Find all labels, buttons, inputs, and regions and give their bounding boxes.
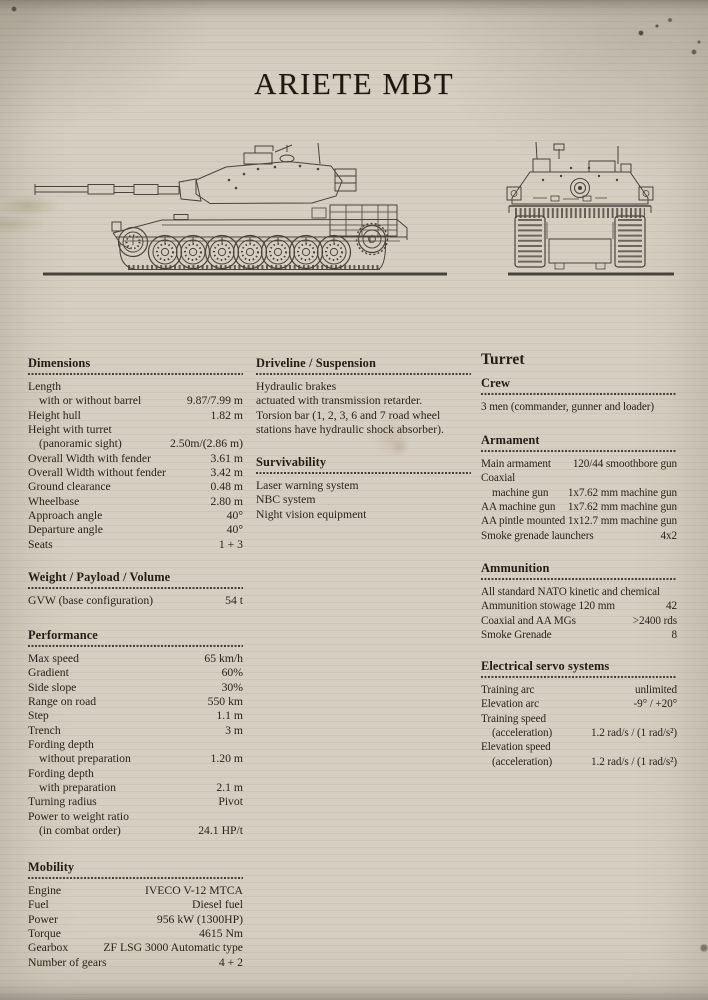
spec-label: Seats bbox=[28, 537, 53, 551]
spec-label: Engine bbox=[28, 884, 62, 897]
section-title: Armament bbox=[481, 433, 540, 447]
spec-label: Elevation speed bbox=[481, 741, 551, 754]
spec-label: Smoke grenade launchers bbox=[481, 529, 594, 542]
spec-value: 2.50m/(2.86 m) bbox=[169, 437, 243, 451]
spec-label: Height with turret bbox=[28, 423, 112, 437]
spec-row bbox=[256, 380, 471, 394]
section-title: Dimensions bbox=[28, 356, 91, 370]
spec-row bbox=[28, 810, 243, 824]
spec-row bbox=[28, 781, 243, 795]
spec-label: Coaxial and AA MGs bbox=[481, 614, 576, 627]
spec-row bbox=[481, 628, 677, 642]
spec-label: Smoke Grenade bbox=[481, 629, 552, 642]
spec-label: actuated with transmission retarder. bbox=[256, 394, 423, 408]
spec-label: Max speed bbox=[28, 652, 79, 665]
spec-row bbox=[28, 913, 243, 927]
spec-row bbox=[28, 523, 243, 537]
spec-row bbox=[28, 409, 243, 423]
spec-row bbox=[256, 508, 471, 522]
spec-value: 54 t bbox=[225, 594, 243, 607]
spec-label: Laser warning system bbox=[256, 479, 359, 492]
spec-value: 3.61 m bbox=[210, 451, 243, 465]
spec-value: 3.42 m bbox=[210, 466, 243, 480]
spec-label: Wheelbase bbox=[28, 494, 80, 508]
spec-row bbox=[28, 594, 243, 608]
spec-value: 2.1 m bbox=[216, 781, 243, 795]
spec-value: 40° bbox=[226, 509, 243, 523]
section-survivability bbox=[256, 455, 471, 522]
spec-row bbox=[481, 740, 677, 754]
spec-row bbox=[28, 394, 243, 408]
spec-column-1 bbox=[256, 0, 471, 1000]
spec-row bbox=[256, 479, 471, 493]
section-ammunition bbox=[481, 561, 677, 642]
spec-value: 120/44 smoothbore gun bbox=[572, 458, 677, 470]
section-title: Weight / Payload / Volume bbox=[28, 570, 171, 584]
spec-row bbox=[481, 585, 677, 599]
dotted-rule bbox=[28, 645, 243, 647]
section-performance bbox=[28, 628, 243, 838]
spec-label: (in combat order) bbox=[39, 824, 121, 838]
spec-label: Length bbox=[28, 380, 62, 393]
spec-row bbox=[481, 697, 677, 711]
spec-label: Main armament bbox=[481, 458, 551, 470]
spec-label: Night vision equipment bbox=[256, 507, 367, 521]
spec-value: 24.1 HP/t bbox=[198, 824, 243, 838]
dotted-rule bbox=[481, 450, 677, 452]
spec-value: Diesel fuel bbox=[192, 898, 243, 912]
spec-value: 1x7.62 mm machine gun bbox=[567, 501, 677, 514]
spec-value: 2.80 m bbox=[210, 494, 243, 508]
spec-label: Approach angle bbox=[28, 509, 103, 523]
spec-row bbox=[28, 423, 243, 437]
spec-rows bbox=[28, 652, 243, 838]
spec-value: >2400 rds bbox=[632, 614, 677, 627]
spec-row bbox=[481, 457, 677, 471]
spec-label: Fording depth bbox=[28, 738, 94, 752]
section-title: Turret bbox=[481, 351, 525, 368]
spec-row bbox=[481, 755, 677, 769]
spec-label: All standard NATO kinetic and chemical bbox=[481, 586, 660, 598]
section-mobility bbox=[28, 860, 243, 970]
spec-row bbox=[28, 509, 243, 523]
spec-value: 956 kW (1300HP) bbox=[156, 912, 243, 926]
spec-label: Power bbox=[28, 912, 58, 926]
section-title: Electrical servo systems bbox=[481, 659, 610, 673]
dotted-rule bbox=[28, 587, 243, 589]
spec-value: 9.87/7.99 m bbox=[186, 394, 243, 408]
spec-label: Trench bbox=[28, 723, 61, 737]
spec-label: Training arc bbox=[481, 684, 535, 696]
spec-row bbox=[28, 480, 243, 494]
spec-column-0 bbox=[28, 0, 243, 1000]
spec-value: 40° bbox=[226, 523, 243, 537]
spec-value: 550 km bbox=[207, 695, 243, 709]
section-weight-payload-volume bbox=[28, 570, 243, 608]
spec-row bbox=[28, 538, 243, 552]
spec-value: 60% bbox=[221, 666, 243, 680]
spec-rows bbox=[481, 400, 677, 414]
spec-label: Ammunition stowage 120 mm bbox=[481, 600, 615, 613]
dotted-rule bbox=[481, 578, 677, 580]
spec-label: Side slope bbox=[28, 680, 77, 694]
spec-label: (panoramic sight) bbox=[39, 437, 122, 451]
spec-rows bbox=[481, 683, 677, 769]
spec-label: Overall Width without fender bbox=[28, 466, 166, 480]
spec-label: NBC system bbox=[256, 493, 316, 507]
section-electrical-servo-systems bbox=[481, 659, 677, 769]
spec-row bbox=[28, 724, 243, 738]
page-title: ARIETE MBT bbox=[253, 66, 455, 101]
spec-value: 8 bbox=[671, 629, 677, 642]
spec-value: 1 + 3 bbox=[218, 537, 243, 551]
spec-label: Torsion bar (1, 2, 3, 6 and 7 road wheel bbox=[256, 408, 441, 422]
spec-rows bbox=[28, 884, 243, 970]
spec-row bbox=[28, 452, 243, 466]
spec-value: 1.20 m bbox=[210, 752, 243, 766]
spec-label: Range on road bbox=[28, 695, 97, 709]
spec-value: 4 + 2 bbox=[218, 955, 243, 969]
spec-row bbox=[28, 666, 243, 680]
spec-row bbox=[481, 599, 677, 613]
spec-row bbox=[481, 400, 677, 414]
spec-row bbox=[28, 956, 243, 970]
spec-row bbox=[28, 941, 243, 955]
spec-row bbox=[481, 683, 677, 697]
spec-row bbox=[28, 652, 243, 666]
spec-row bbox=[256, 423, 471, 437]
spec-row bbox=[28, 380, 243, 394]
spec-label: Height hull bbox=[28, 408, 81, 422]
section-title: Performance bbox=[28, 628, 98, 642]
spec-label: GVW (base configuration) bbox=[28, 594, 154, 607]
spec-row bbox=[28, 709, 243, 723]
spec-row bbox=[28, 752, 243, 766]
spec-row bbox=[481, 614, 677, 628]
spec-label: 3 men (commander, gunner and loader) bbox=[481, 401, 655, 413]
spec-label: Overall Width with fender bbox=[28, 451, 151, 465]
spec-row bbox=[28, 738, 243, 752]
spec-row bbox=[256, 493, 471, 507]
spec-value: 1x12.7 mm machine gun bbox=[567, 515, 677, 528]
section-dimensions bbox=[28, 356, 243, 552]
spec-label: stations have hydraulic shock absorber). bbox=[256, 423, 444, 437]
spec-row bbox=[28, 695, 243, 709]
spec-label: machine gun bbox=[492, 486, 549, 499]
spec-row bbox=[28, 681, 243, 695]
spec-rows bbox=[481, 585, 677, 642]
spec-value: -9° / +20° bbox=[633, 698, 677, 711]
spec-row bbox=[481, 726, 677, 740]
spec-rows bbox=[256, 380, 471, 437]
spec-row bbox=[28, 927, 243, 941]
spec-row bbox=[28, 437, 243, 451]
dotted-rule bbox=[481, 676, 677, 678]
spec-column-2 bbox=[481, 0, 677, 1000]
dotted-rule bbox=[256, 373, 471, 375]
spec-label: Gearbox bbox=[28, 941, 69, 955]
section-title: Crew bbox=[481, 376, 511, 390]
spec-row bbox=[481, 514, 677, 528]
spec-row bbox=[481, 500, 677, 514]
section-title: Survivability bbox=[256, 455, 327, 469]
spec-row bbox=[256, 409, 471, 423]
spec-rows bbox=[28, 594, 243, 608]
dotted-rule bbox=[481, 393, 677, 395]
spec-value: 4615 Nm bbox=[199, 927, 243, 941]
spec-label: Step bbox=[28, 709, 49, 723]
spec-value: 0.48 m bbox=[210, 480, 243, 494]
spec-label: (acceleration) bbox=[492, 755, 553, 768]
spec-value: 1.2 rad/s / (1 rad/s²) bbox=[591, 755, 677, 768]
spec-row bbox=[481, 712, 677, 726]
spec-label: Torque bbox=[28, 927, 61, 941]
spec-label: Fuel bbox=[28, 898, 49, 912]
section-title: Ammunition bbox=[481, 561, 550, 575]
spec-row bbox=[28, 767, 243, 781]
spec-label: with or without barrel bbox=[39, 394, 142, 408]
spec-row bbox=[28, 884, 243, 898]
spec-label: Departure angle bbox=[28, 523, 103, 537]
spec-label: Training speed bbox=[481, 712, 546, 725]
section-driveline-suspension bbox=[256, 356, 471, 437]
section-turret bbox=[481, 351, 677, 368]
spec-row bbox=[28, 795, 243, 809]
spec-label: Number of gears bbox=[28, 955, 107, 969]
spec-label: AA pintle mounted bbox=[481, 515, 566, 528]
dotted-rule bbox=[28, 877, 243, 879]
spec-value: 1.2 rad/s / (1 rad/s²) bbox=[591, 727, 677, 740]
spec-value: Pivot bbox=[218, 795, 243, 809]
spec-label: Power to weight ratio bbox=[28, 809, 129, 823]
spec-row bbox=[481, 486, 677, 500]
spec-value: IVECO V-12 MTCA bbox=[144, 884, 243, 897]
spec-rows bbox=[481, 457, 677, 543]
spec-value: 30% bbox=[221, 680, 243, 694]
section-title: Driveline / Suspension bbox=[256, 356, 376, 370]
spec-value: 1.82 m bbox=[210, 408, 243, 422]
spec-label: without preparation bbox=[39, 752, 131, 766]
spec-label: Hydraulic brakes bbox=[256, 380, 337, 393]
section-crew bbox=[481, 376, 677, 414]
spec-label: Gradient bbox=[28, 666, 69, 680]
dotted-rule bbox=[28, 373, 243, 375]
spec-label: Turning radius bbox=[28, 795, 97, 809]
spec-label: (acceleration) bbox=[492, 727, 553, 740]
spec-row bbox=[481, 471, 677, 485]
dotted-rule bbox=[256, 472, 471, 474]
section-title: Mobility bbox=[28, 860, 75, 874]
spec-value: unlimited bbox=[635, 684, 677, 696]
spec-label: AA machine gun bbox=[481, 501, 556, 514]
spec-value: ZF LSG 3000 Automatic type bbox=[103, 941, 243, 955]
spec-value: 1.1 m bbox=[216, 709, 243, 723]
spec-row bbox=[28, 495, 243, 509]
spec-row bbox=[28, 898, 243, 912]
spec-value: 4x2 bbox=[660, 529, 677, 542]
spec-value: 3 m bbox=[225, 723, 243, 737]
section-armament bbox=[481, 433, 677, 543]
spec-value: 42 bbox=[666, 600, 677, 613]
spec-rows bbox=[28, 380, 243, 552]
spec-row bbox=[28, 824, 243, 838]
spec-label: Ground clearance bbox=[28, 480, 111, 494]
spec-value: 65 km/h bbox=[204, 652, 243, 665]
spec-label: Elevation arc bbox=[481, 698, 540, 711]
spec-label: with preparation bbox=[39, 781, 116, 795]
spec-row bbox=[28, 466, 243, 480]
spec-rows bbox=[256, 479, 471, 522]
spec-row bbox=[256, 394, 471, 408]
spec-label: Fording depth bbox=[28, 766, 94, 780]
spec-value: 1x7.62 mm machine gun bbox=[567, 486, 677, 499]
spec-row bbox=[481, 529, 677, 543]
spec-label: Coaxial bbox=[481, 472, 516, 485]
